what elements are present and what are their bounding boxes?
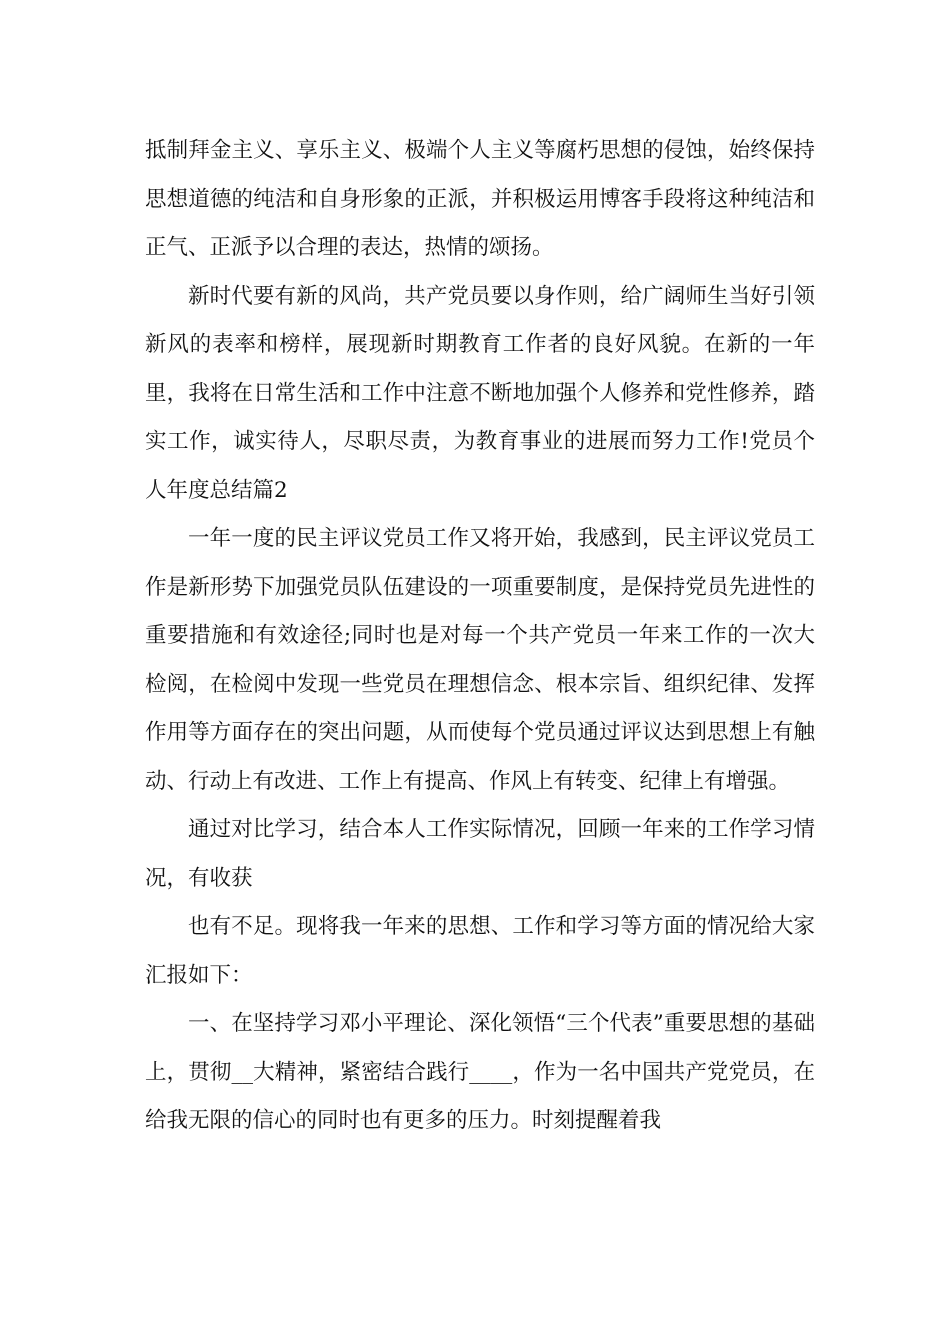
paragraph-3: 一年一度的民主评议党员工作又将开始，我感到，民主评议党员工作是新形势下加强党员队伍建设的一项重要制度，是保持党员先进性的重要措施和有效途径;同时也是对每一个共产党员一年来工作的一次大检阅，在检阅中发现一些党员在理想信念、根本宗旨、组织纪律、发挥作用等方面存在的突出问题，从而使每个党员通过评议达到思想上有触动、行动上有改进、工作上有提高、作风上有转变、纪律上有增强。 xyxy=(145,526,815,794)
paragraph-2: 新时代要有新的风尚，共产党员要以身作则，给广阔师生当好引领新风的表率和榜样，展现新时期教育工作者的良好风貌。在新的一年里，我将在日常生活和工作中注意不断地加强个人修养和党性修养，踏实工作，诚实待人，尽职尽责，为教育事业的进展而努力工作!党员个人年度总结篇2 xyxy=(145,283,815,503)
document-page xyxy=(145,127,815,1146)
paragraph-6: 一、在坚持学习邓小平理论、深化领悟“三个代表”重要思想的基础上，贯彻__大精神，紧密结合践行____，作为一名中国共产党党员，在给我无限的信心的同时也有更多的压力。时刻提醒着我 xyxy=(145,1011,815,1133)
paragraph-1: 抵制拜金主义、享乐主义、极端个人主义等腐朽思想的侵蚀，始终保持思想道德的纯洁和自身形象的正派，并积极运用博客手段将这种纯洁和正气、正派予以合理的表达，热情的颂扬。 xyxy=(145,138,815,260)
paragraph-4: 通过对比学习，结合本人工作实际情况，回顾一年来的工作学习情况，有收获 xyxy=(145,817,815,891)
paragraph-5: 也有不足。现将我一年来的思想、工作和学习等方面的情况给大家汇报如下： xyxy=(145,914,815,988)
